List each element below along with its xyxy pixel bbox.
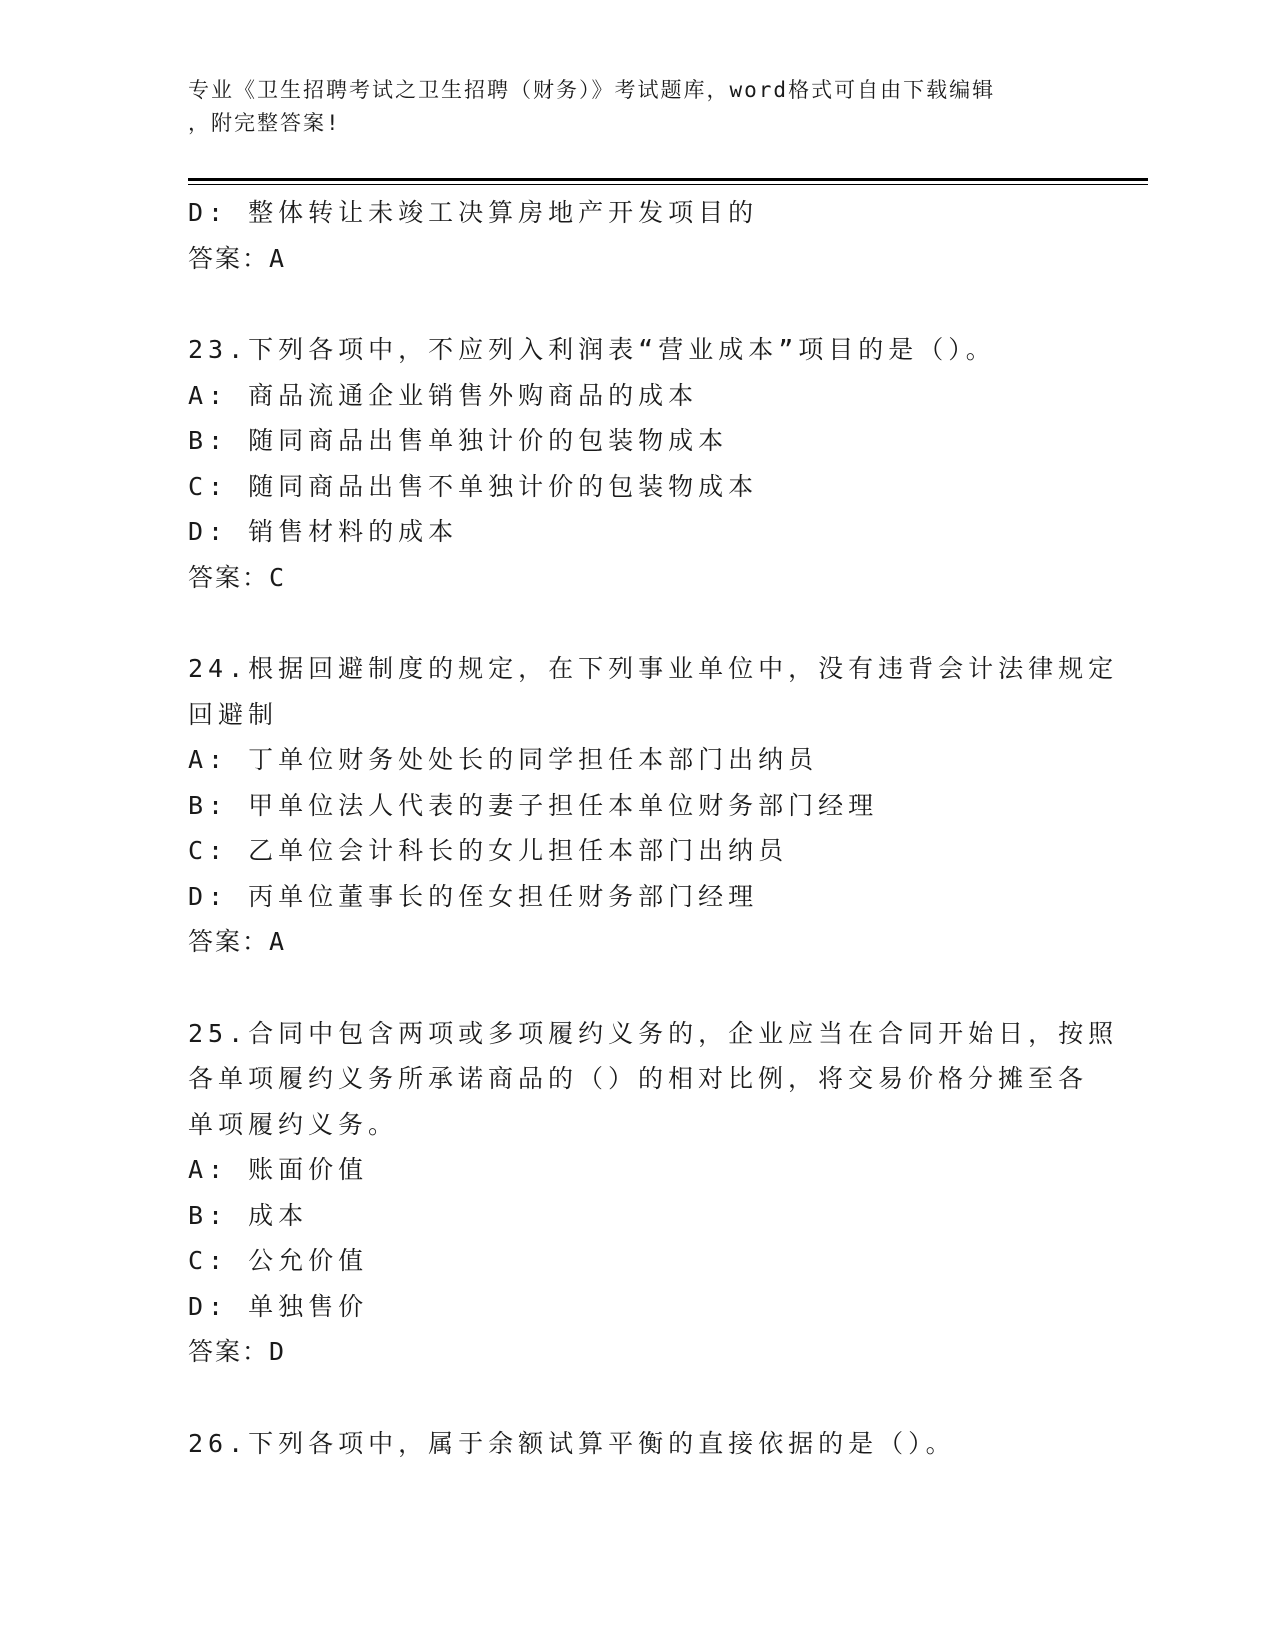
q23-option-c: C: 随同商品出售不单独计价的包装物成本 bbox=[188, 471, 759, 501]
q24-option-d: D: 丙单位董事长的侄女担任财务部门经理 bbox=[188, 881, 759, 911]
q25-answer bbox=[188, 1329, 1088, 1375]
q25-stem-line-2: 各单项履约义务所承诺商品的（）的相对比例，将交易价格分摊至各 bbox=[188, 1064, 1089, 1093]
q23-stem: 23.下列各项中，不应列入利润表“营业成本”项目的是（）。 bbox=[188, 335, 996, 364]
q23-option-d: D: 销售材料的成本 bbox=[188, 517, 459, 546]
spacer bbox=[188, 1375, 1088, 1421]
q26-stem: 26.下列各项中，属于余额试算平衡的直接依据的是（）。 bbox=[188, 1428, 956, 1458]
q23-answer-label: 答案： bbox=[188, 562, 270, 592]
q25-option-a: A: 账面价值 bbox=[188, 1155, 369, 1184]
q23-answer bbox=[188, 555, 1088, 601]
spacer bbox=[188, 965, 1088, 1011]
q25-option-b: B: 成本 bbox=[188, 1200, 309, 1230]
q25-answer-label: 答案： bbox=[188, 1337, 270, 1366]
q25-option-c: C: 公允价值 bbox=[188, 1246, 369, 1275]
q24-option-b: B: 甲单位法人代表的妻子担任本单位财务部门经理 bbox=[188, 790, 879, 820]
prev-answer-label: 答案： bbox=[188, 243, 270, 273]
prev-option-d: D: 整体转让未竣工决算房地产开发项目的 bbox=[188, 198, 759, 227]
spacer bbox=[188, 600, 1088, 646]
q24-option-a: A: 丁单位财务处处长的同学担任本部门出纳员 bbox=[188, 745, 819, 774]
header-rule-thin bbox=[188, 184, 1148, 185]
q23-option-a: A: 商品流通企业销售外购商品的成本 bbox=[188, 380, 699, 410]
q25-stem-line-1: 25.合同中包含两项或多项履约义务的，企业应当在合同开始日，按照 bbox=[188, 1018, 1119, 1048]
q24-answer bbox=[188, 919, 1088, 965]
prev-answer bbox=[188, 236, 1088, 282]
document-header bbox=[188, 74, 1088, 140]
q23-option-b: B: 随同商品出售单独计价的包装物成本 bbox=[188, 426, 729, 455]
header-title-line-1: 专业《卫生招聘考试之卫生招聘（财务）》考试题库，word格式可自由下载编辑 bbox=[188, 78, 996, 102]
prev-answer-value: A bbox=[269, 243, 287, 273]
q25-stem-line-3: 单项履约义务。 bbox=[188, 1109, 399, 1139]
header-rule-thick bbox=[188, 178, 1148, 181]
q25-option-d: D: 单独售价 bbox=[188, 1291, 369, 1321]
q24-stem-line-2: 回避制 bbox=[188, 699, 279, 729]
spacer bbox=[188, 281, 1088, 327]
q24-answer-label: 答案： bbox=[188, 927, 270, 956]
question-list bbox=[188, 190, 1119, 1466]
q23-answer-value: C bbox=[269, 562, 287, 592]
q24-answer-value: A bbox=[269, 927, 287, 956]
q25-answer-value: D bbox=[269, 1337, 287, 1366]
header-title-line-2: ，附完整答案! bbox=[188, 111, 341, 135]
q24-option-c: C: 乙单位会计科长的女儿担任本部门出纳员 bbox=[188, 836, 789, 865]
q24-stem-line-1: 24.根据回避制度的规定，在下列事业单位中，没有违背会计法律规定 bbox=[188, 654, 1119, 683]
